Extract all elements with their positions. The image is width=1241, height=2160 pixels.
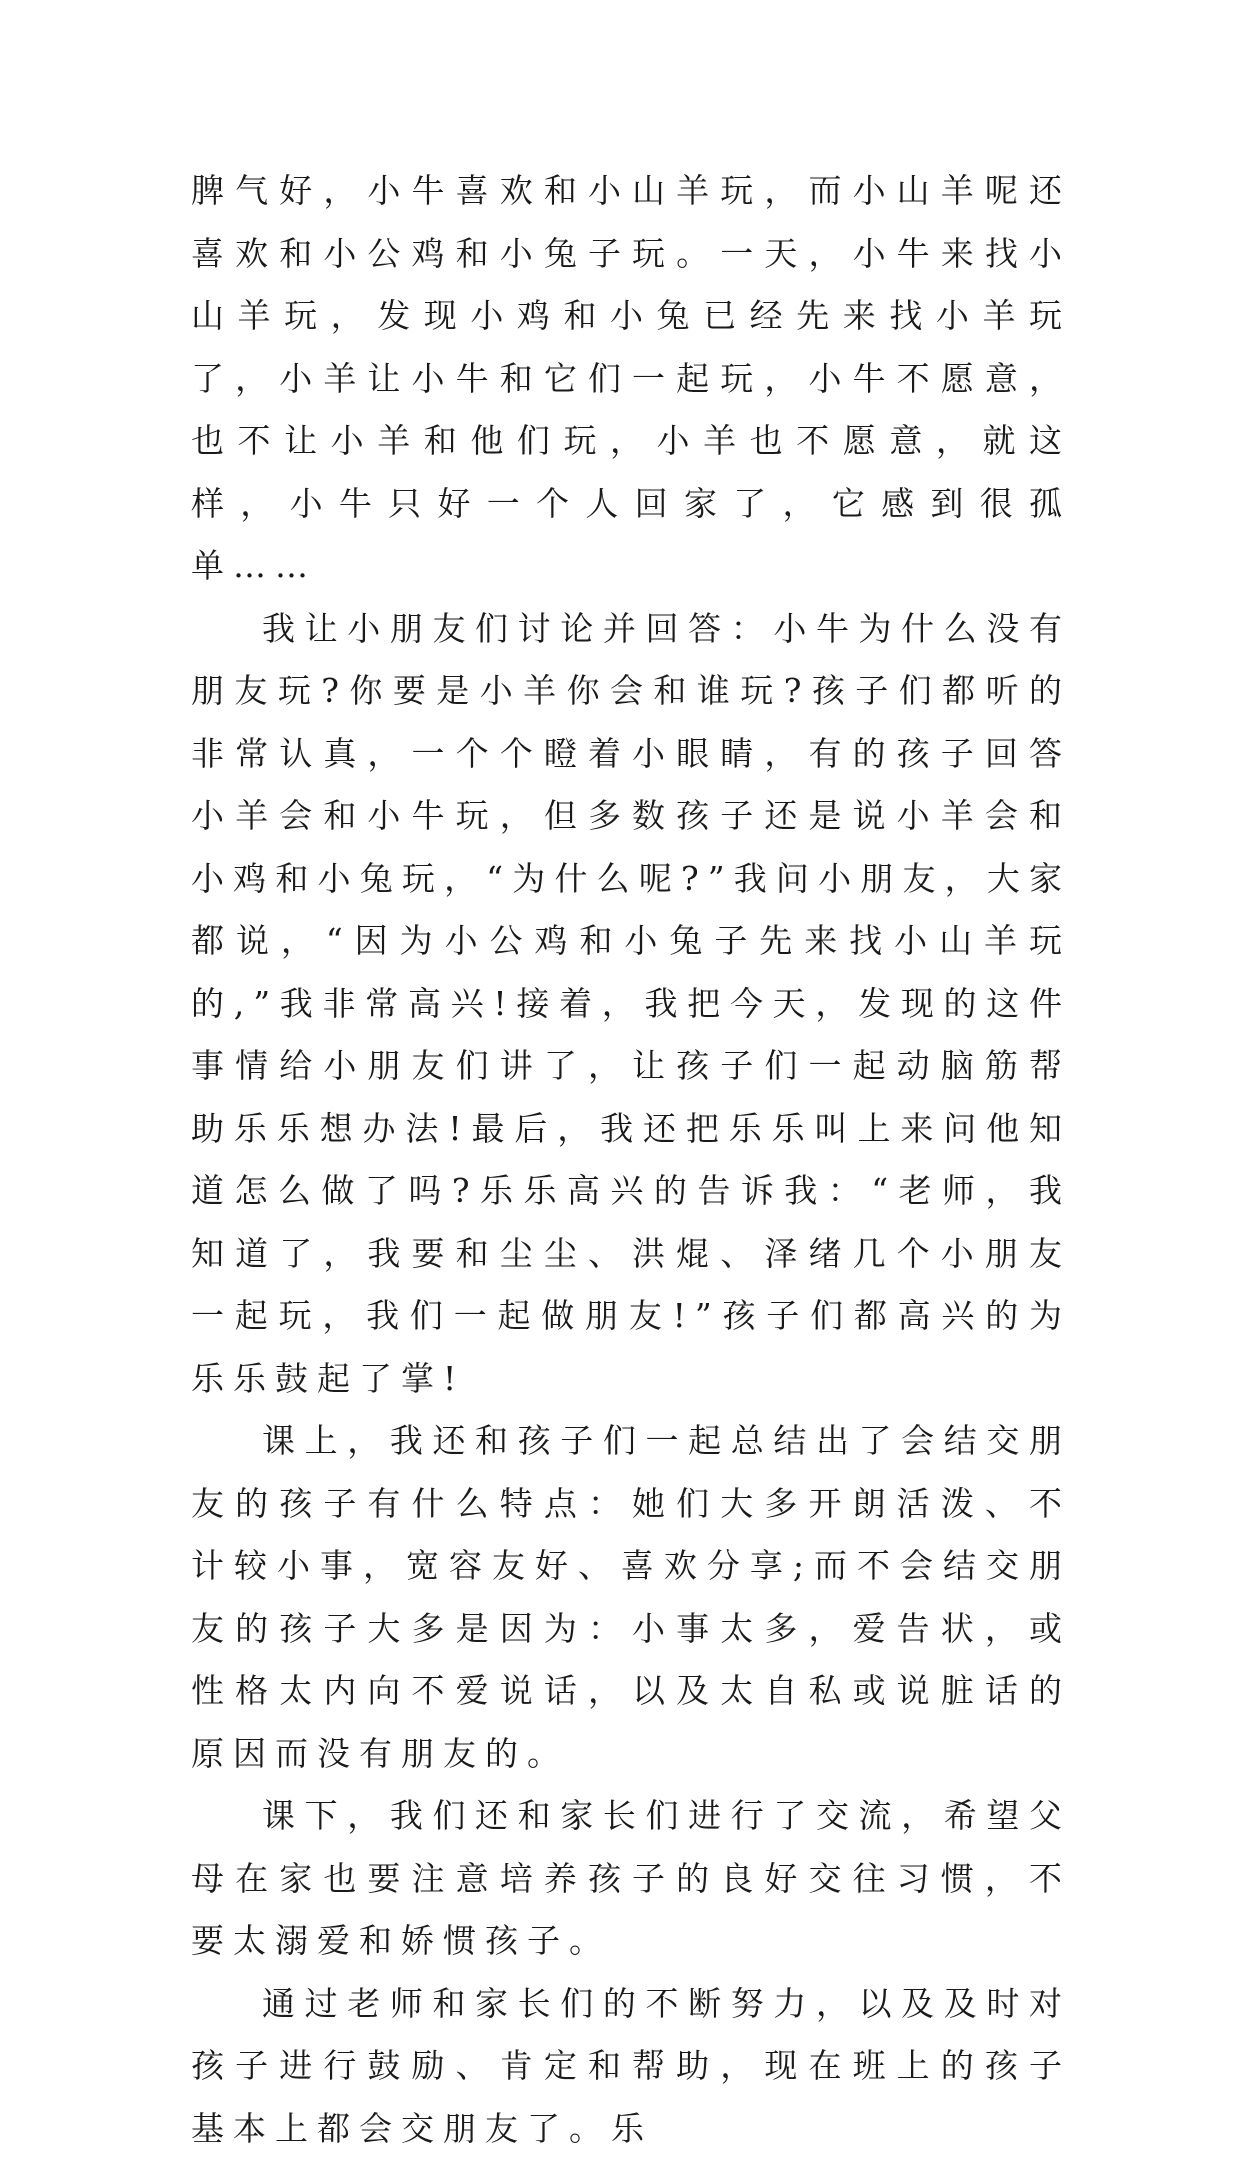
paragraph-2: 我让小朋友们讨论并回答：小牛为什么没有朋友玩?你要是小羊你会和谁玩?孩子们都听的非常认真，一个个瞪着小眼睛，有的孩子回答小羊会和小牛玩，但多数孩子还是说小羊会和小鸡和小兔玩，“为什么呢?”我问小朋友，大家都说，“因为小公鸡和小兔子先来找小山羊玩的,”我非常高兴!接着，我把今天，发现的这件事情给小朋友们讲了，让孩子们一起动脑筋帮助乐乐想办法!最后，我还把乐乐叫上来问他知道怎么做了吗?乐乐高兴的告诉我：“老师，我知道了，我要和尘尘、洪焜、泽绪几个小朋友一起玩，我们一起做朋友!”孩子们都高兴的为乐乐鼓起了掌!	[191, 598, 1071, 1411]
paragraph-4: 课下，我们还和家长们进行了交流，希望父母在家也要注意培养孩子的良好交往习惯，不要太溺爱和娇惯孩子。	[191, 1785, 1071, 1973]
document-body	[191, 160, 1071, 2160]
paragraph-5: 通过老师和家长们的不断努力，以及及时对孩子进行鼓励、肯定和帮助，现在班上的孩子基本上都会交朋友了。乐	[191, 1973, 1071, 2160]
paragraph-3: 课上，我还和孩子们一起总结出了会结交朋友的孩子有什么特点：她们大多开朗活泼、不计较小事，宽容友好、喜欢分享;而不会结交朋友的孩子大多是因为：小事太多，爱告状，或性格太内向不爱说话，以及太自私或说脏话的原因而没有朋友的。	[191, 1410, 1071, 1785]
paragraph-1: 脾气好，小牛喜欢和小山羊玩，而小山羊呢还喜欢和小公鸡和小兔子玩。一天，小牛来找小山羊玩，发现小鸡和小兔已经先来找小羊玩了，小羊让小牛和它们一起玩，小牛不愿意，也不让小羊和他们玩，小羊也不愿意，就这样，小牛只好一个人回家了，它感到很孤单……	[191, 160, 1071, 598]
